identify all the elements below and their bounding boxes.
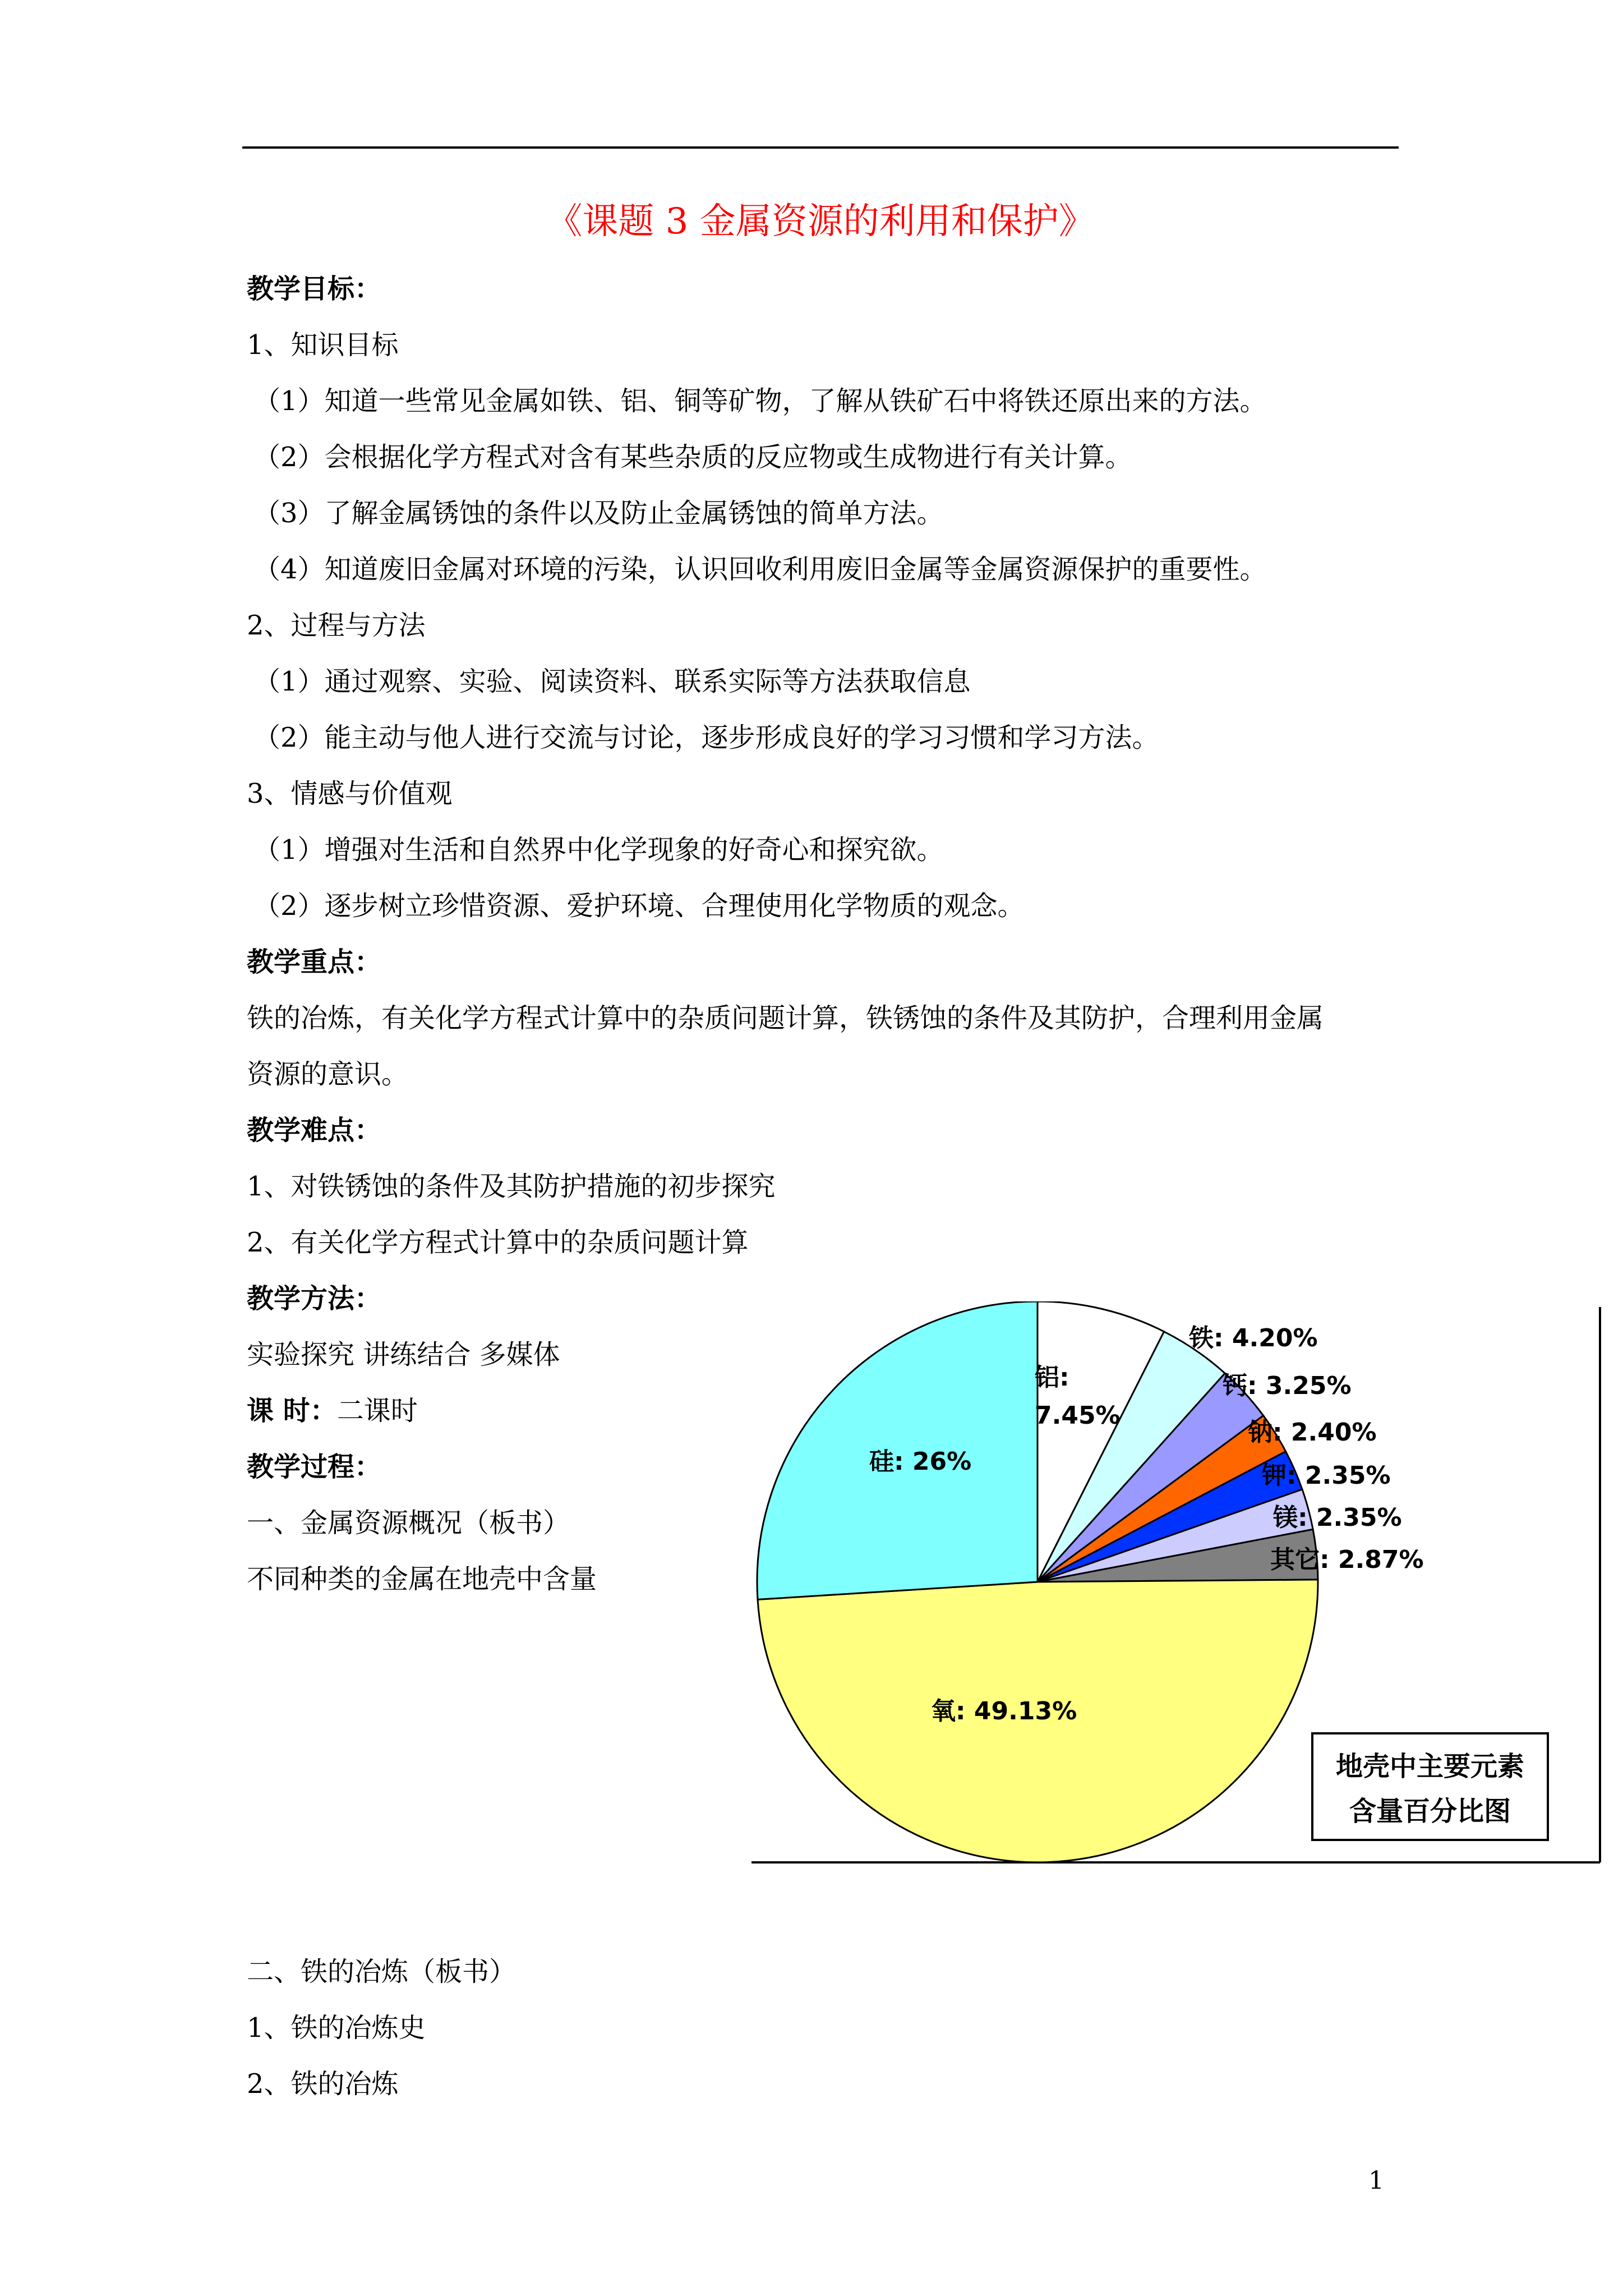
section2-item: 2、铁的冶炼	[247, 2068, 399, 2100]
key-points-text: 铁的冶炼，有关化学方程式计算中的杂质问题计算，铁锈蚀的条件及其防护，合理利用金属	[247, 1002, 1324, 1034]
pie-slice-label: 铝:	[1035, 1363, 1069, 1392]
pie-slice-label: 钠: 2.40%	[1248, 1418, 1377, 1447]
page-number: 1	[1368, 2166, 1384, 2195]
methods-heading: 教学方法：	[247, 1283, 382, 1314]
pie-slice-label: 镁: 2.35%	[1273, 1503, 1402, 1532]
pie-slice-label: 氧: 49.13%	[931, 1697, 1077, 1726]
knowledge-heading: 1、知识目标	[247, 329, 399, 361]
chart-title-line-2: 含量百分比图	[1349, 1796, 1511, 1827]
knowledge-item: （2）会根据化学方程式对含有某些杂质的反应物或生成物进行有关计算。	[253, 441, 1132, 473]
chart-title-line-1: 地壳中主要元素	[1335, 1751, 1525, 1782]
objectives-heading: 教学目标：	[247, 273, 382, 305]
knowledge-item: （1）知道一些常见金属如铁、铝、铜等矿物，了解从铁矿石中将铁还原出来的方法。	[253, 385, 1267, 417]
key-points-heading: 教学重点：	[247, 946, 382, 978]
header-rule	[242, 146, 1399, 149]
difficulty-item: 1、对铁锈蚀的条件及其防护措施的初步探究	[247, 1171, 776, 1202]
emotion-item: （1）增强对生活和自然界中化学现象的好奇心和探究欲。	[253, 834, 944, 866]
document-title: 《课题 3 金属资源的利用和保护》	[546, 201, 1095, 242]
chart-title-box	[1312, 1733, 1548, 1840]
class-hours	[247, 1391, 418, 1430]
key-points-text: 资源的意识。	[247, 1059, 409, 1090]
emotion-item: （2）逐步树立珍惜资源、爱护环境、合理使用化学物质的观念。	[253, 890, 1025, 922]
process-item: （1）通过观察、实验、阅读资料、联系实际等方法获取信息	[253, 666, 971, 697]
knowledge-item: （4）知道废旧金属对环境的污染，认识回收利用废旧金属等金属资源保护的重要性。	[253, 554, 1267, 585]
pie-slice-label: 其它: 2.87%	[1270, 1545, 1424, 1574]
process-heading: 2、过程与方法	[247, 610, 426, 641]
crust-elements-pie-chart	[751, 1301, 1623, 1885]
section1-heading: 一、金属资源概况（板书）	[247, 1507, 570, 1539]
hours-value: 二课时	[336, 1395, 418, 1427]
pie-slice-label: 硅: 26%	[869, 1447, 972, 1476]
pie-slice-label: 铁: 4.20%	[1189, 1324, 1318, 1352]
section2-heading: 二、铁的冶炼（板书）	[247, 1956, 517, 1987]
difficulties-heading: 教学难点：	[247, 1115, 382, 1146]
section2-item: 1、铁的冶炼史	[247, 2012, 426, 2044]
methods-text: 实验探究 讲练结合 多媒体	[247, 1339, 560, 1370]
pie-slice-label: 钙: 3.25%	[1223, 1372, 1352, 1400]
emotion-heading: 3、情感与价值观	[247, 778, 453, 809]
process-item: （2）能主动与他人进行交流与讨论，逐步形成良好的学习习惯和学习方法。	[253, 722, 1159, 753]
pie-slice-label: 7.45%	[1035, 1401, 1121, 1430]
knowledge-item: （3）了解金属锈蚀的条件以及防止金属锈蚀的简单方法。	[253, 498, 944, 529]
hours-label: 课 时：	[247, 1395, 337, 1427]
procedure-heading: 教学过程：	[247, 1451, 382, 1483]
pie-slice-label: 钾: 2.35%	[1262, 1461, 1391, 1490]
section1-text: 不同种类的金属在地壳中含量	[247, 1563, 597, 1595]
difficulty-item: 2、有关化学方程式计算中的杂质问题计算	[247, 1227, 749, 1258]
